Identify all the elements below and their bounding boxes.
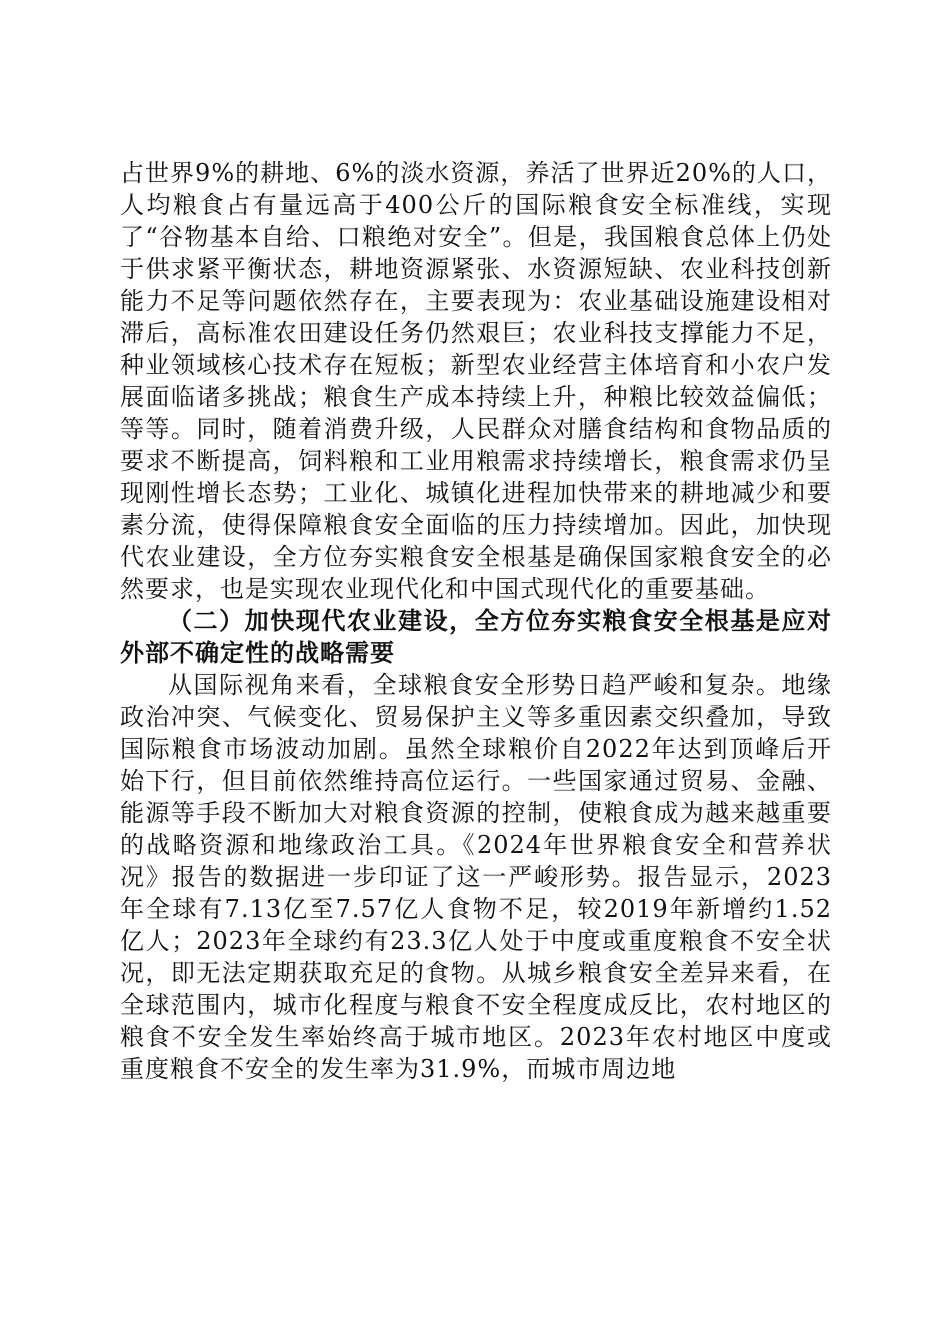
- paragraph-continuation: 占世界9%的耕地、6%的淡水资源，养活了世界近20%的人口，人均粮食占有量远高于400公斤的国际粮食安全标准线，实现了“谷物基本自给、口粮绝对安全”。但是，我国粮食总体上仍处于供求紧平衡状态，耕地资源紧张、水资源短缺、农业科技创新能力不足等问题依然存在，主要表现为：农业基础设施建设相对滞后，高标准农田建设任务仍然艰巨；农业科技支撑能力不足，种业领域核心技术存在短板；新型农业经营主体培育和小农户发展面临诸多挑战；粮食生产成本持续上升，种粮比较效益偏低；等等。同时，随着消费升级，人民群众对膳食结构和食物品质的要求不断提高，饲料粮和工业用粮需求持续增长，粮食需求仍呈现刚性增长态势；工业化、城镇化进程加快带来的耕地减少和要素分流，使得保障粮食安全面临的压力持续增加。因此，加快现代农业建设，全方位夯实粮食安全根基是确保国家粮食安全的必然要求，也是实现农业现代化和中国式现代化的重要基础。: [120, 159, 832, 603]
- paragraph-international: 从国际视角来看，全球粮食安全形势日趋严峻和复杂。地缘政治冲突、气候变化、贸易保护主义等多重因素交织叠加，导致国际粮食市场波动加剧。虽然全球粮价自2022年达到顶峰后开始下行，但目前依然维持高位运行。一些国家通过贸易、金融、能源等手段不断加大对粮食资源的控制，使粮食成为越来越重要的战略资源和地缘政治工具。《2024年世界粮食安全和营养状况》报告的数据进一步印证了这一严峻形势。报告显示，2023年全球有7.13亿至7.57亿人食物不足，较2019年新增约1.52亿人；2023年全球约有23.3亿人处于中度或重度粮食不安全状况，即无法定期获取充足的食物。从城乡粮食安全差异来看，在全球范围内，城市化程度与粮食不安全程度成反比，农村地区的粮食不安全发生率始终高于城市地区。2023年农村地区中度或重度粮食不安全的发生率为31.9%，而城市周边地: [120, 671, 832, 1083]
- document-body: [120, 157, 832, 1085]
- section-heading: （二）加快现代农业建设，全方位夯实粮食安全根基是应对外部不确定性的战略需要: [120, 606, 832, 667]
